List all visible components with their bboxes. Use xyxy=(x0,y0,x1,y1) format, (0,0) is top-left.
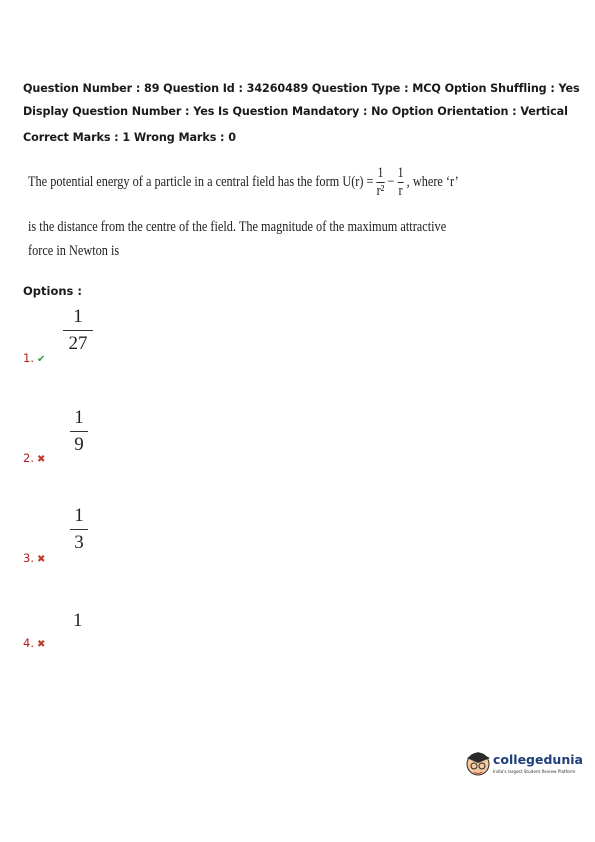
question-meta-line-1: Question Number : 89 Question Id : 34260489 Question Type : MCQ Option Shuffling : Yes xyxy=(23,82,580,95)
fraction-denominator: r xyxy=(398,183,403,199)
option-denominator: 3 xyxy=(74,532,84,553)
option-number: 1. xyxy=(23,351,34,365)
option-4[interactable] xyxy=(23,636,45,650)
inline-fraction-2 xyxy=(397,166,403,199)
option-number: 3. xyxy=(23,551,34,565)
option-numerator: 1 xyxy=(73,306,83,327)
option-denominator: 9 xyxy=(74,434,84,455)
option-number: 4. xyxy=(23,636,34,650)
check-icon: ✔ xyxy=(36,354,46,365)
marks-line: Correct Marks : 1 Wrong Marks : 0 xyxy=(23,131,236,144)
question-meta-line-2: Display Question Number : Yes Is Question Mandatory : No Option Orientation : Vertical xyxy=(23,105,568,118)
fraction-bar xyxy=(70,431,88,432)
option-2-fraction xyxy=(70,407,88,456)
fraction-bar xyxy=(63,330,93,331)
option-4-value: 1 xyxy=(73,610,83,631)
inline-fraction-1 xyxy=(377,166,385,199)
cross-icon: ✖ xyxy=(36,454,46,465)
logo-tagline: India's largest Student Review Platform xyxy=(493,769,576,774)
question-text-line-3: force in Newton is xyxy=(28,243,120,259)
logo-wordmark: collegedunia xyxy=(493,752,583,767)
option-numerator: 1 xyxy=(74,407,84,428)
question-text-part: , where ‘r’ xyxy=(406,173,459,190)
question-text-line-1 xyxy=(28,166,459,199)
option-number: 2. xyxy=(23,451,34,465)
option-3-fraction xyxy=(70,505,88,554)
cross-icon: ✖ xyxy=(36,639,46,650)
option-3[interactable] xyxy=(23,551,45,565)
fraction-denominator: r² xyxy=(376,183,385,199)
options-label: Options : xyxy=(23,284,82,298)
fraction-numerator: 1 xyxy=(397,165,404,181)
option-numerator: 1 xyxy=(74,505,84,526)
option-1-fraction xyxy=(63,306,93,355)
option-2[interactable] xyxy=(23,451,45,465)
option-1[interactable] xyxy=(23,351,45,365)
question-text-part: The potential energy of a particle in a central field has the form U(r) = xyxy=(28,173,374,190)
minus-sign: − xyxy=(387,173,395,190)
question-text-line-2: is the distance from the centre of the field. The magnitude of the maximum attractive xyxy=(28,219,447,235)
fraction-numerator: 1 xyxy=(377,165,384,181)
fraction-bar xyxy=(70,529,88,530)
cross-icon: ✖ xyxy=(36,554,46,565)
option-denominator: 27 xyxy=(68,333,88,354)
